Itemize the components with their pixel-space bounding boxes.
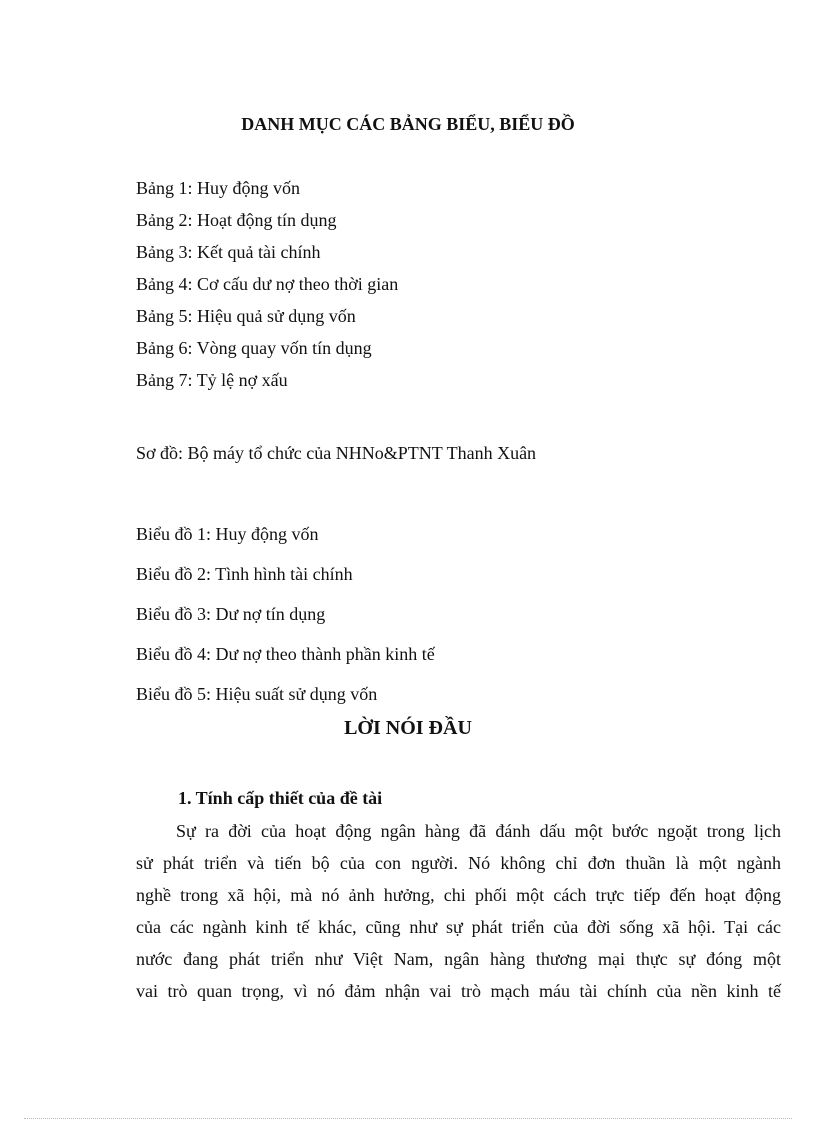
page-bottom-divider bbox=[24, 1118, 792, 1119]
table-list-item: Bảng 3: Kết quả tài chính bbox=[136, 242, 321, 262]
chart-list-item: Biểu đồ 4: Dư nợ theo thành phần kinh tế bbox=[136, 644, 435, 664]
table-list-item: Bảng 4: Cơ cấu dư nợ theo thời gian bbox=[136, 274, 399, 294]
chart-list-item: Biểu đồ 2: Tình hình tài chính bbox=[136, 564, 353, 584]
table-list-item: Bảng 6: Vòng quay vốn tín dụng bbox=[136, 338, 372, 358]
paragraph-line: Sự ra đời của hoạt động ngân hàng đã đánh dấu một bước ngoặt trong lịch bbox=[176, 821, 781, 841]
chart-list-item: Biểu đồ 1: Huy động vốn bbox=[136, 524, 319, 544]
table-list-item: Bảng 7: Tỷ lệ nợ xấu bbox=[136, 370, 288, 390]
table-list-item: Bảng 1: Huy động vốn bbox=[136, 178, 300, 198]
toc-title: DANH MỤC CÁC BẢNG BIỂU, BIỂU ĐỒ bbox=[241, 114, 575, 134]
paragraph-line: vai trò quan trọng, vì nó đảm nhận vai trò mạch máu tài chính của nền kinh tế bbox=[136, 981, 781, 1001]
diagram-list-item: Sơ đồ: Bộ máy tổ chức của NHNo&PTNT Thanh Xuân bbox=[136, 443, 537, 463]
body-paragraph bbox=[136, 815, 781, 1007]
paragraph-line: nghề trong xã hội, mà nó ảnh hưởng, chi phối một cách trực tiếp đến hoạt động bbox=[136, 885, 781, 905]
table-list-item: Bảng 2: Hoạt động tín dụng bbox=[136, 210, 337, 230]
paragraph-line: của các ngành kinh tế khác, cũng như sự phát triển của đời sống xã hội. Tại các bbox=[136, 917, 781, 937]
table-list-item: Bảng 5: Hiệu quả sử dụng vốn bbox=[136, 306, 356, 326]
paragraph-line: nước đang phát triển như Việt Nam, ngân hàng thương mại thực sự đóng một bbox=[136, 949, 781, 969]
preface-title: LỜI NÓI ĐẦU bbox=[344, 717, 472, 739]
chart-list-item: Biểu đồ 5: Hiệu suất sử dụng vốn bbox=[136, 684, 378, 704]
chart-list-item: Biểu đồ 3: Dư nợ tín dụng bbox=[136, 604, 326, 624]
section-heading: 1. Tính cấp thiết của đề tài bbox=[178, 788, 383, 808]
paragraph-line: sử phát triển và tiến bộ của con người. Nó không chỉ đơn thuần là một ngành bbox=[136, 853, 781, 873]
